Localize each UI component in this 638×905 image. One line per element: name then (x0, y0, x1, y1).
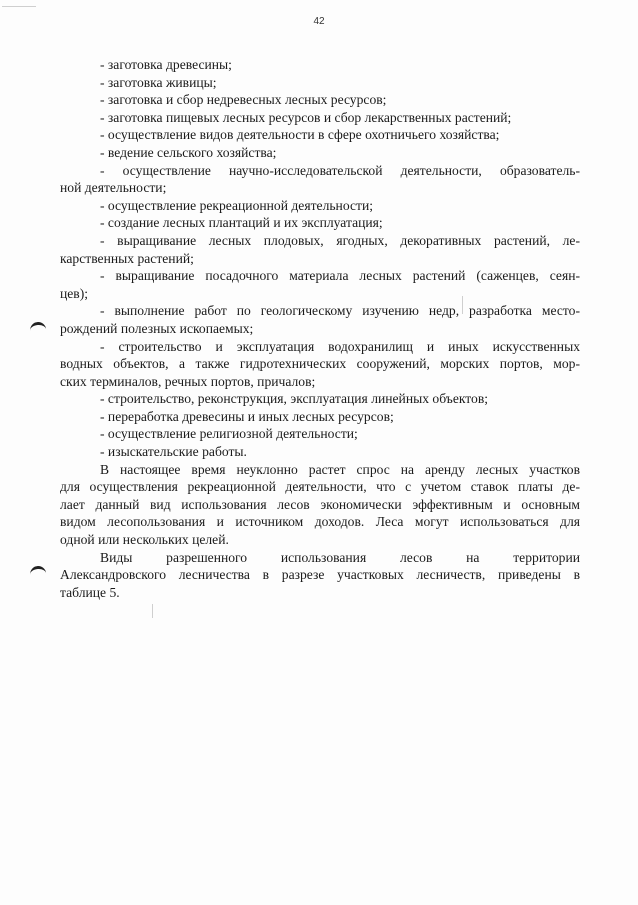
list-item: - строительство, реконструкция, эксплуатация линейных объектов; (100, 391, 489, 407)
list-item-continuation: ских терминалов, речных портов, причалов; (60, 373, 316, 389)
paragraph-line: лает данный вид использования лесов экономически эффективным и основным (60, 496, 580, 512)
paragraph-line: видом лесопользования и источником доходов. Леса могут использоваться для (60, 514, 580, 530)
binder-hole-mark (30, 565, 47, 577)
list-item-continuation: рождений полезных ископаемых; (60, 320, 254, 336)
list-item: - заготовка древесины; (100, 57, 232, 72)
binder-hole-mark (30, 321, 47, 333)
list-item: - создание лесных плантаций и их эксплуатация; (100, 215, 383, 231)
list-item: - ведение сельского хозяйства; (100, 144, 277, 160)
paragraph-line: одной или нескольких целей. (60, 532, 229, 548)
list-item: - осуществление научно-исследовательской деятельности, образователь- (100, 162, 580, 178)
list-item-continuation: ной деятельности; (60, 180, 167, 196)
list-item-continuation: водных объектов, а также гидротехнических сооружений, морских портов, мор- (60, 356, 580, 372)
scan-speck (2, 6, 36, 7)
list-item: - осуществление рекреационной деятельности; (100, 197, 373, 213)
list-item: - строительство и эксплуатация водохранилищ и иных искусственных (100, 338, 580, 354)
list-item: - осуществление религиозной деятельности; (100, 426, 358, 442)
list-item: - осуществление видов деятельности в сфере охотничьего хозяйства; (100, 127, 500, 143)
paragraph-line: для осуществления рекреационной деятельности, что с учетом ставок платы де- (60, 479, 580, 495)
body-text (60, 56, 580, 601)
scan-speck (152, 604, 153, 618)
list-item: - заготовка живицы; (100, 74, 217, 90)
paragraph-line: В настоящее время неуклонно растет спрос на аренду лесных участков (100, 461, 580, 477)
list-item: - изыскательские работы. (100, 444, 247, 460)
list-item: - выращивание посадочного материала лесных растений (саженцев, сеян- (100, 268, 580, 284)
list-item: - переработка древесины и иных лесных ресурсов; (100, 408, 394, 424)
list-item-continuation: карственных растений; (60, 250, 194, 266)
list-item: - выращивание лесных плодовых, ягодных, декоративных растений, ле- (100, 232, 580, 248)
list-item-continuation: цев); (60, 285, 89, 301)
paragraph-line: Александровского лесничества в разрезе участковых лесничеств, приведены в (60, 567, 580, 583)
list-item: - выполнение работ по геологическому изучению недр, разработка место- (100, 303, 580, 319)
paragraph-line: Виды разрешенного использования лесов на территории (100, 549, 580, 565)
list-item: - заготовка и сбор недревесных лесных ресурсов; (100, 92, 387, 108)
page-number: 42 (313, 16, 325, 27)
list-item: - заготовка пищевых лесных ресурсов и сбор лекарственных растений; (100, 109, 512, 125)
paragraph-line: таблице 5. (60, 584, 120, 600)
